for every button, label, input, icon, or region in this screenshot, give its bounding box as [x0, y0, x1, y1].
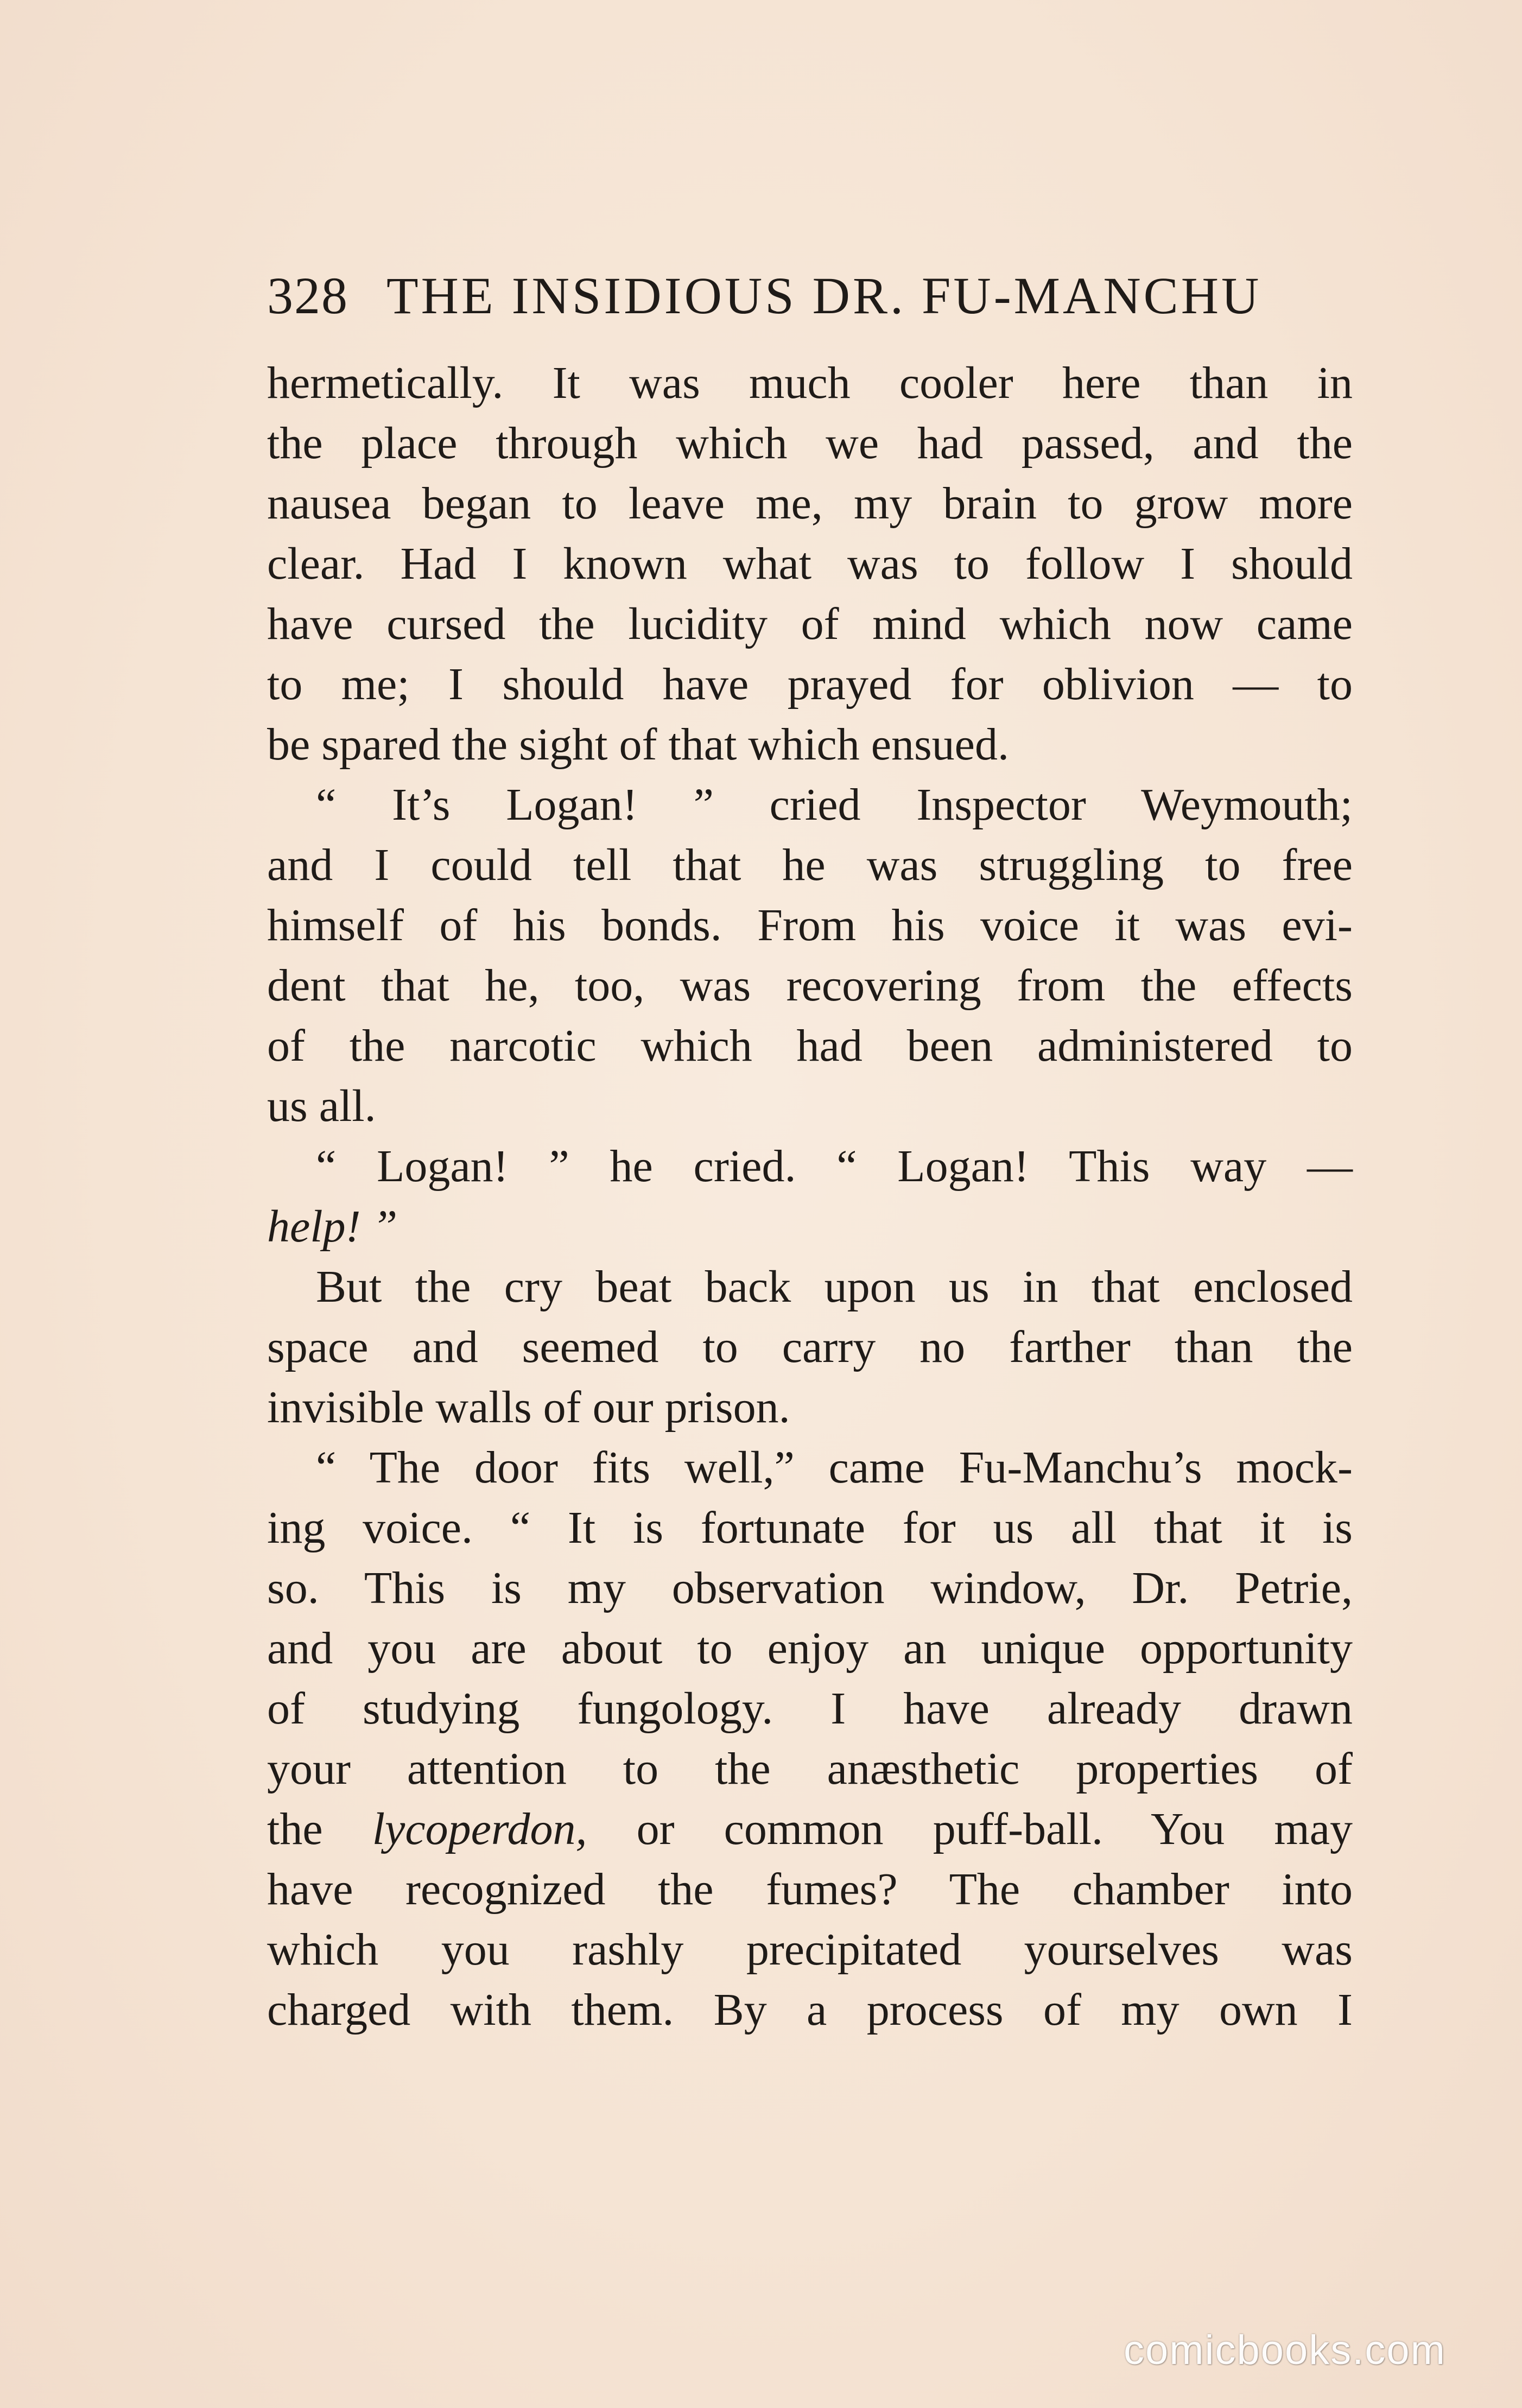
text-line: “ It’s Logan! ” cried Inspector Weymouth;	[316, 780, 1353, 830]
text-line: which you rashly precipitated yourselves was	[267, 1924, 1353, 1975]
text-line: to me; I should have prayed for oblivion — to	[267, 659, 1353, 709]
running-head: THE INSIDIOUS DR. FU-MANCHU	[386, 267, 1262, 325]
text-line: clear. Had I known what was to follow I should	[267, 538, 1353, 589]
watermark-text: comicbooks.com	[1124, 2327, 1446, 2373]
text-line: ing voice. “ It is fortunate for us all that it is	[267, 1503, 1353, 1553]
text-line: have cursed the lucidity of mind which now came	[267, 599, 1353, 649]
text-line: be spared the sight of that which ensued.	[267, 719, 1009, 770]
text-line: of the narcotic which had been administered to	[267, 1021, 1353, 1071]
text-line: have recognized the fumes? The chamber into	[267, 1864, 1353, 1915]
text-line: so. This is my observation window, Dr. Petrie,	[267, 1563, 1353, 1613]
text-line: us all.	[267, 1081, 376, 1131]
body-text	[267, 353, 1353, 2040]
text-line: of studying fungology. I have already drawn	[267, 1683, 1353, 1734]
text-line: “ Logan! ” he cried. “ Logan! This way —	[316, 1141, 1353, 1192]
page-number: 328	[267, 267, 348, 325]
text-line: your attention to the anæsthetic properties of	[267, 1744, 1353, 1794]
text-line	[267, 1799, 1353, 1859]
italic-text: help! ”	[267, 1201, 398, 1252]
text-fragment: or common puff-ball. You may	[636, 1804, 1353, 1854]
text-line: “ The door fits well,” came Fu-Manchu’s mock-	[316, 1442, 1353, 1493]
text-line	[267, 1196, 1353, 1257]
text-line: nausea began to leave me, my brain to grow more	[267, 478, 1353, 529]
text-fragment: the	[267, 1804, 323, 1854]
text-line: But the cry beat back upon us in that enclosed	[316, 1262, 1353, 1312]
text-line: the place through which we had passed, and the	[267, 418, 1353, 468]
text-line: invisible walls of our prison.	[267, 1382, 790, 1433]
text-line: charged with them. By a process of my own I	[267, 1985, 1353, 2035]
page-header	[267, 261, 1353, 331]
text-line: and I could tell that he was struggling to free	[267, 840, 1353, 890]
text-line: and you are about to enjoy an unique opportunity	[267, 1623, 1353, 1674]
italic-term: lycoperdon,	[372, 1804, 587, 1854]
text-line: himself of his bonds. From his voice it was evi-	[267, 900, 1353, 950]
text-line: hermetically. It was much cooler here than in	[267, 358, 1353, 408]
text-line: dent that he, too, was recovering from the effects	[267, 960, 1353, 1011]
text-line: space and seemed to carry no farther than the	[267, 1322, 1353, 1372]
